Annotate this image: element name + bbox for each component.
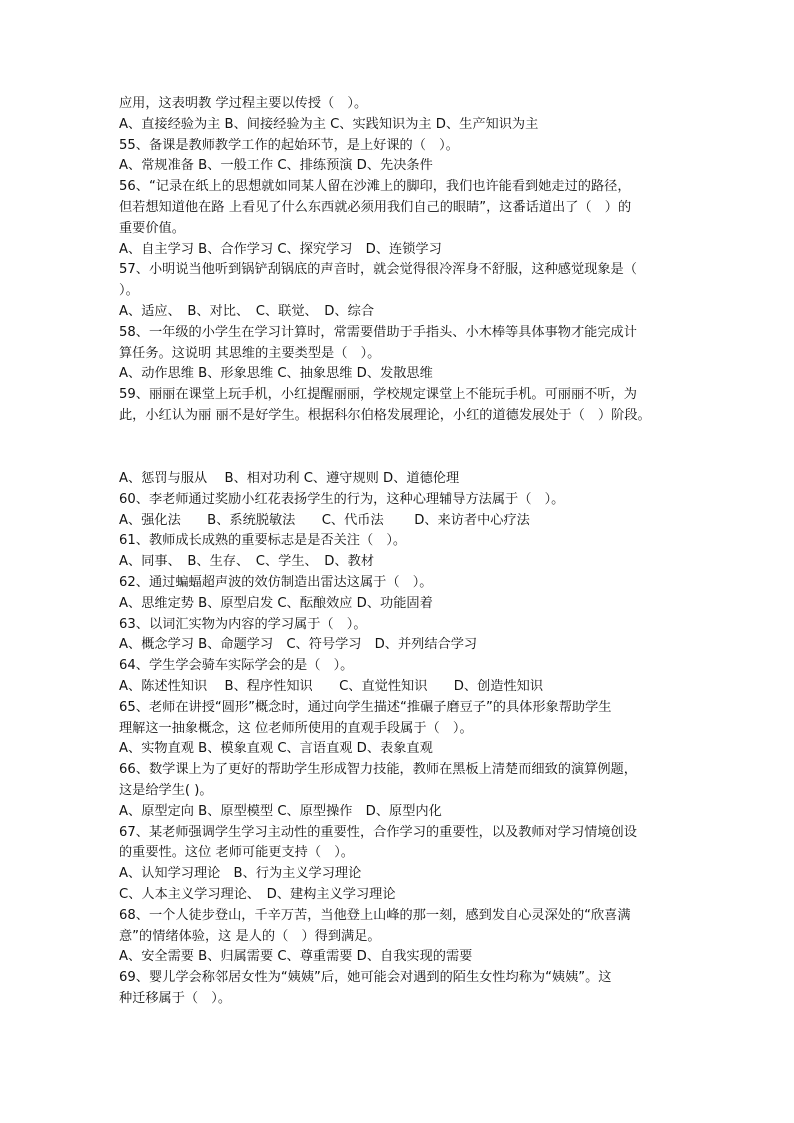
question-64: 64、学生学会骑车实际学会的是（ ）。 [119, 658, 354, 674]
question-60: 60、李老师通过奖励小红花表扬学生的行为，这种心理辅导方法属于（ ）。 [119, 491, 565, 507]
answer-options: A、直接经验为主 B、间接经验为主 C、实践知识为主 D、生产知识为主 [119, 116, 539, 132]
question-56: 56、“记录在纸上的思想就如同某人留在沙滩上的脚印，我们也许能看到她走过的路径， [119, 179, 631, 195]
answer-options: A、概念学习 B、命题学习 C、符号学习 D、并列结合学习 [119, 637, 478, 653]
answer-options: A、思维定势 B、原型启发 C、酝酿效应 D、功能固着 [119, 595, 433, 611]
text-block-top [119, 94, 694, 427]
answer-options: A、认知学习理论 B、行为主义学习理论 [119, 866, 362, 882]
question-65: 65、老师在讲授“圆形”概念时，通过向学生描述“推碾子磨豆子”的具体形象帮助学生 [119, 699, 612, 715]
question-59: 59、丽丽在课堂上玩手机，小红提醒丽丽，学校规定课堂上不能玩手机。可丽丽不听，为 [119, 387, 637, 403]
question-68: 68、一个人徒步登山，千辛万苦，当他登上山峰的那一刻，感到发自心灵深处的“欣喜满 [119, 907, 631, 923]
question-69: 69、婴儿学会称邻居女性为“姨姨”后，她可能会对遇到的陌生女性均称为“姨姨”。这 [119, 970, 612, 986]
question-63: 63、以词汇实物为内容的学习属于（ ）。 [119, 616, 367, 632]
text-line: 这是给学生( )。 [119, 782, 213, 798]
answer-options: A、动作思维 B、形象思维 C、抽象思维 D、发散思维 [119, 366, 433, 382]
text-line: 算任务。这说明 其思维的主要类型是（ ）。 [119, 345, 381, 361]
answer-options: C、人本主义学习理论、 D、建构主义学习理论 [119, 886, 396, 902]
text-line: 但若想知道他在路 上看见了什么东西就必须用我们自己的眼睛”，这番话道出了（ ）的 [119, 199, 632, 215]
text-line: 应用，这表明教 学过程主要以传授（ ）。 [119, 96, 368, 111]
answer-options: A、常规准备 B、一般工作 C、排练预演 D、先决条件 [119, 158, 433, 174]
text-block-bottom [119, 469, 694, 1010]
question-58: 58、一年级的小学生在学习计算时，常需要借助于手指头、小木棒等具体事物才能完成计 [119, 324, 637, 340]
question-55: 55、备课是教师教学工作的起始环节，是上好课的（ ）。 [119, 137, 459, 153]
answer-options: A、适应、 B、对比、 C、联觉、 D、综合 [119, 303, 375, 319]
text-line: ）。 [119, 283, 139, 299]
question-57: 57、小明说当他听到锅铲刮锅底的声音时，就会觉得很冷浑身不舒服，这种感觉现象是（ [119, 262, 637, 278]
answer-options: A、强化法 B、系统脱敏法 C、代币法 D、来访者中心疗法 [119, 512, 530, 528]
question-62: 62、通过蝙蝠超声波的效仿制造出雷达这属于（ ）。 [119, 574, 433, 590]
answer-options: A、原型定向 B、原型模型 C、原型操作 D、原型内化 [119, 803, 442, 819]
text-line: 重要价值。 [119, 220, 185, 236]
answer-options: A、惩罚与服从 B、相对功利 C、遵守规则 D、道德伦理 [119, 471, 460, 486]
text-line: 此，小红认为丽 丽不是好学生。根据科尔伯格发展理论，小红的道德发展处于（ ）阶段。 [119, 407, 651, 423]
text-line: 意”的情绪体验，这 是人的（ ）得到满足。 [119, 928, 381, 944]
answer-options: A、自主学习 B、合作学习 C、探究学习 D、连锁学习 [119, 241, 442, 257]
question-66: 66、数学课上为了更好的帮助学生形成智力技能，教师在黑板上清楚而细致的演算例题， [119, 762, 637, 778]
text-line: 的重要性。这位 老师可能更支持（ ）。 [119, 845, 354, 861]
answer-options: A、安全需要 B、归属需要 C、尊重需要 D、自我实现的需要 [119, 949, 473, 965]
answer-options: A、实物直观 B、模象直观 C、言语直观 D、表象直观 [119, 741, 433, 757]
answer-options: A、陈述性知识 B、程序性知识 C、直觉性知识 D、创造性知识 [119, 678, 544, 694]
text-line: 理解这一抽象概念，这 位老师所使用的直观手段属于（ ）。 [119, 720, 473, 736]
question-67: 67、某老师强调学生学习主动性的重要性，合作学习的重要性，以及教师对学习情境创设 [119, 824, 637, 840]
answer-options: A、同事、 B、生存、 C、学生、 D、教材 [119, 554, 375, 570]
text-line: 种迁移属于（ ）。 [119, 990, 232, 1006]
question-61: 61、教师成长成熟的重要标志是是否关注（ ）。 [119, 533, 407, 549]
